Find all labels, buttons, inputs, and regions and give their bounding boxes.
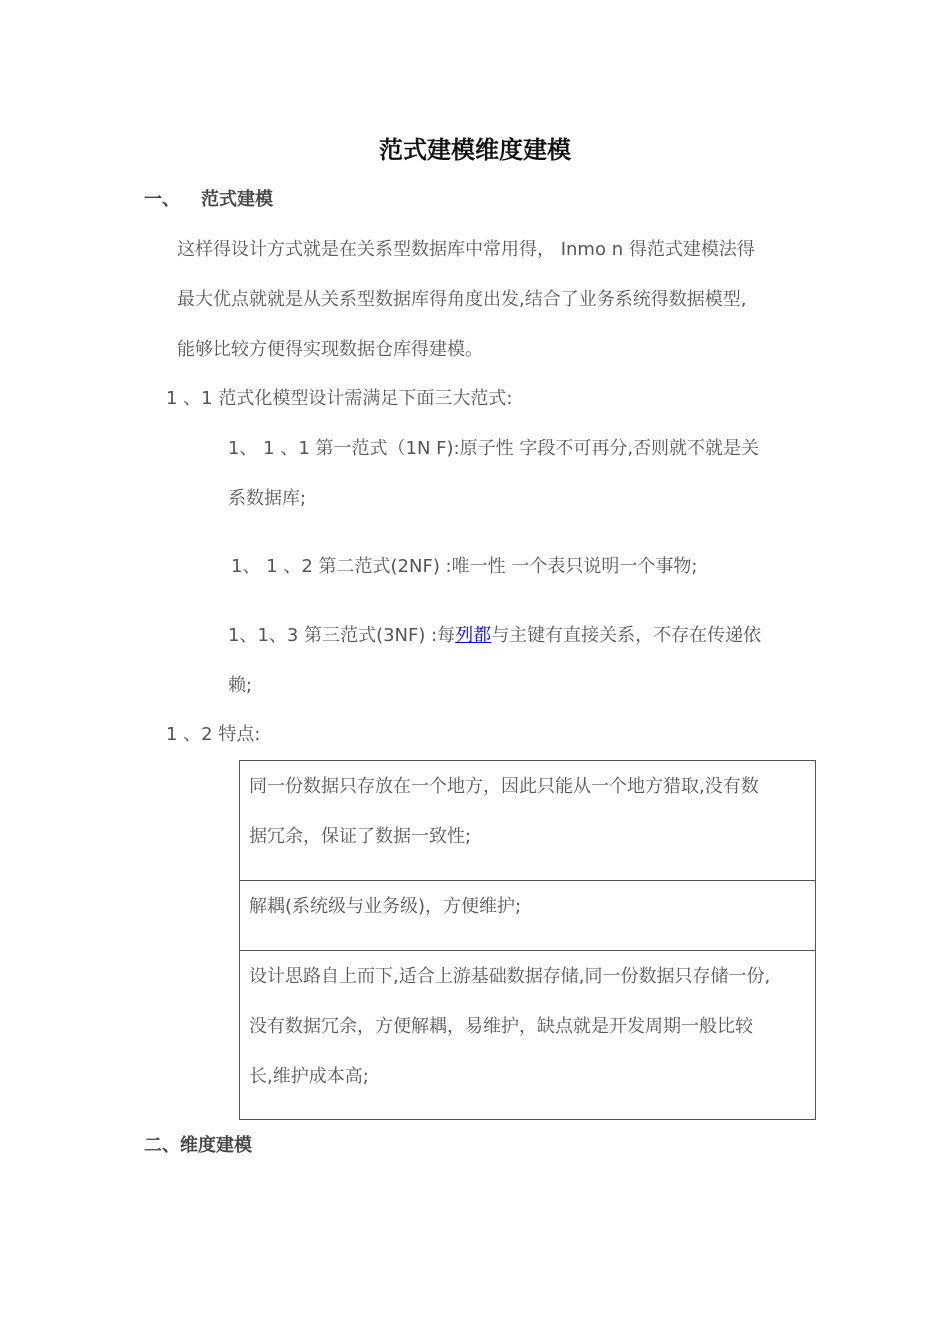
subsection-1-2-heading: 1 、2 特点: bbox=[166, 724, 261, 745]
nf2-line: 1、 1 、2 第二范式(2NF) :唯一性 一个表只说明一个事物; bbox=[231, 556, 698, 577]
section2-heading: 二、维度建模 bbox=[144, 1135, 252, 1156]
feature-cell-3 bbox=[240, 951, 816, 1120]
nf3-line-2: 赖; bbox=[228, 675, 253, 696]
nf3-prefix: 1、1、3 第三范式(3NF) :每 bbox=[228, 625, 456, 646]
nf3-link[interactable]: 列都 bbox=[455, 625, 492, 646]
feature-2-line-1: 解耦(系统级与业务级)，方便维护; bbox=[249, 896, 522, 917]
table-row bbox=[240, 881, 816, 951]
feature-3-line-2: 没有数据冗余，方便解耦，易维护，缺点就是开发周期一般比较 bbox=[249, 1016, 753, 1037]
features-table bbox=[239, 760, 816, 1120]
nf3-suffix: 与主键有直接关系，不存在传递依 bbox=[491, 625, 762, 646]
nf1-line-1: 1、 1 、1 第一范式（1N F):原子性 字段不可再分,否则就不就是关 bbox=[228, 438, 760, 459]
intro-line-3: 能够比较方便得实现数据仓库得建模。 bbox=[177, 339, 483, 360]
nf1-line-2: 系数据库; bbox=[228, 488, 307, 509]
intro-line-1: 这样得设计方式就是在关系型数据库中常用得， Inmo n 得范式建模法得 bbox=[177, 239, 755, 260]
intro-line-2: 最大优点就就是从关系型数据库得角度出发,结合了业务系统得数据模型, bbox=[177, 289, 747, 310]
feature-1-line-1: 同一份数据只存放在一个地方，因此只能从一个地方猎取,没有数 bbox=[249, 776, 759, 797]
subsection-1-1-heading: 1 、1 范式化模型设计需满足下面三大范式: bbox=[166, 388, 513, 409]
section1-number: 一、 bbox=[144, 189, 180, 210]
feature-cell-1 bbox=[240, 761, 816, 881]
nf3-line-1 bbox=[228, 623, 761, 649]
page-title: 范式建模维度建模 bbox=[379, 136, 571, 164]
feature-3-line-1: 设计思路自上而下,适合上游基础数据存储,同一份数据只存储一份, bbox=[249, 966, 771, 987]
feature-1-line-2: 据冗余，保证了数据一致性; bbox=[249, 826, 472, 847]
table-row bbox=[240, 761, 816, 881]
feature-3-line-3: 长,维护成本高; bbox=[249, 1066, 369, 1087]
feature-cell-2 bbox=[240, 881, 816, 951]
section1-heading: 范式建模 bbox=[201, 189, 273, 210]
table-row bbox=[240, 951, 816, 1120]
